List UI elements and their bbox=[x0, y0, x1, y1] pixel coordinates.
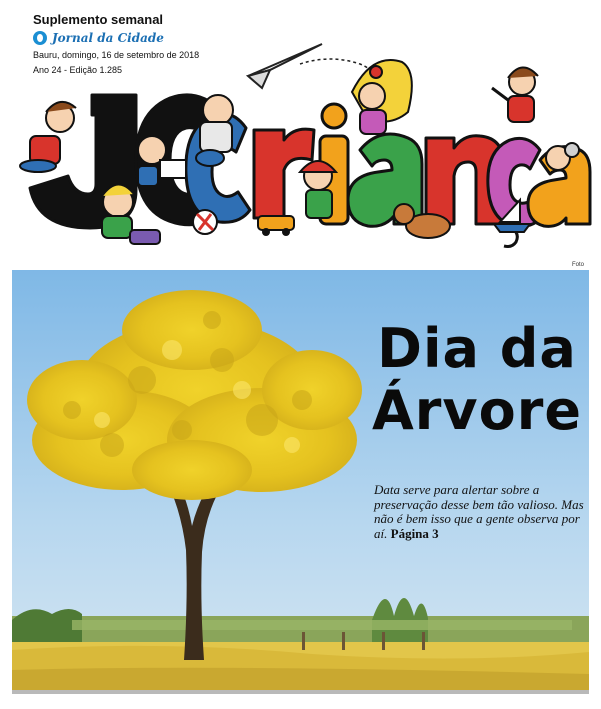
ball-icon bbox=[193, 210, 217, 234]
photo-credit: Foto bbox=[572, 262, 585, 268]
headline-line-1: Dia da bbox=[377, 317, 577, 380]
deck-text: Data serve para alertar sobre a preservação desse bem tão valioso. Mas não é bem isso que a gente observa por aí. bbox=[374, 482, 584, 541]
cover-headline bbox=[362, 318, 592, 442]
cartoon-kid-reading bbox=[138, 136, 186, 186]
cartoon-girl-waving bbox=[492, 67, 538, 122]
edition-line: Ano 24 - Edição 1.285 bbox=[33, 65, 123, 75]
toy-car-icon bbox=[258, 216, 294, 236]
date-line: Bauru, domingo, 16 de setembro de 2018 bbox=[33, 50, 200, 60]
headline-line-2: Árvore bbox=[372, 379, 582, 442]
supplement-label: Suplemento semanal bbox=[33, 12, 164, 27]
newspaper-name: Jornal da Cidade bbox=[52, 31, 164, 45]
cartoon-kid-skateboard bbox=[20, 102, 76, 172]
deck-page-ref[interactable]: Página 3 bbox=[390, 525, 439, 541]
cartoon-blonde-girl bbox=[352, 60, 412, 134]
bottom-rule bbox=[12, 690, 589, 694]
cover-deck bbox=[374, 483, 588, 541]
jc-crianca-masthead bbox=[0, 40, 601, 265]
paper-plane-icon bbox=[248, 44, 373, 88]
